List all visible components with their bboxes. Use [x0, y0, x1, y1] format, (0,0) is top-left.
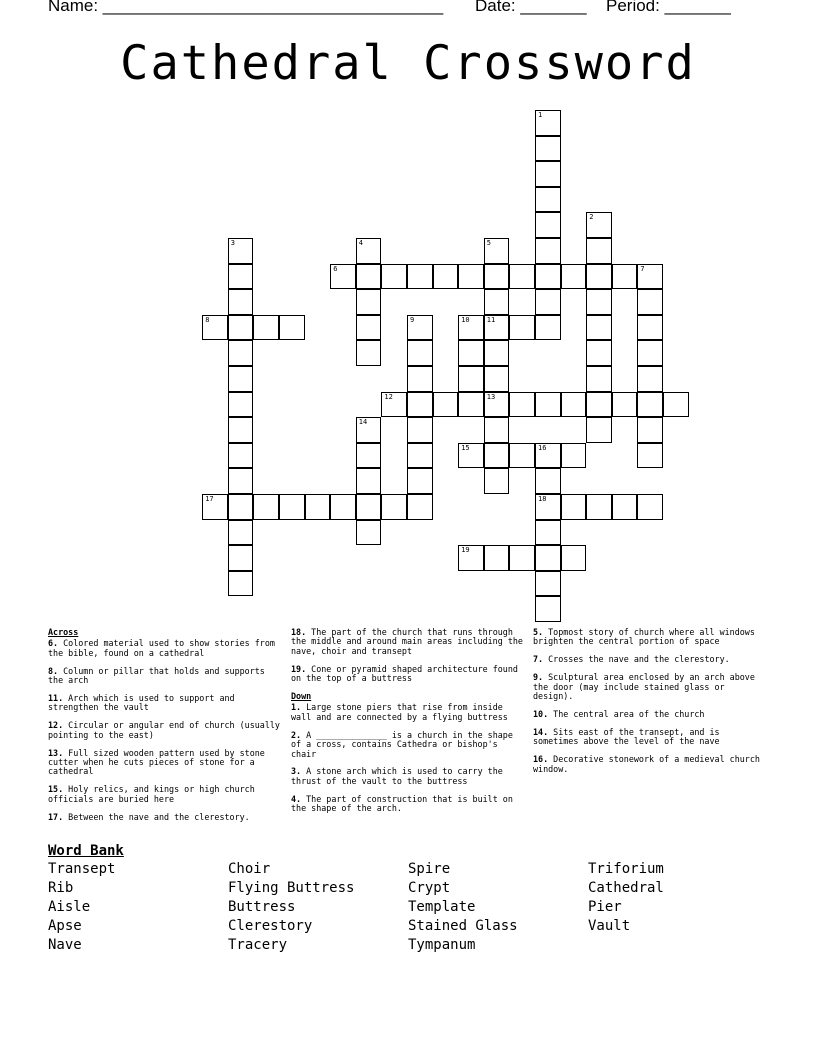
clue-number: 19.	[291, 663, 307, 674]
crossword-cell[interactable]	[484, 443, 510, 469]
crossword-cell[interactable]	[535, 571, 561, 597]
clue-text: The part of construction that is built on the shape of the arch.	[291, 793, 513, 814]
crossword-cell[interactable]	[228, 571, 254, 597]
clue-text: Arch which is used to support and strengthen the vault	[48, 693, 235, 713]
crossword-cell[interactable]	[586, 264, 612, 290]
clue-text: Decorative stonework of a medieval church window.	[533, 754, 760, 774]
clue-across	[48, 749, 284, 777]
clue-down	[533, 673, 769, 701]
crossword-cell[interactable]	[228, 468, 254, 494]
crossword-cell[interactable]	[663, 392, 689, 418]
word-bank-column	[228, 860, 408, 955]
crossword-cell[interactable]	[407, 366, 433, 392]
date-field-label[interactable]: Date: _______	[475, 0, 587, 15]
clue-number-label: 11	[486, 315, 496, 324]
crossword-cell[interactable]	[433, 264, 459, 290]
crossword-cell[interactable]	[458, 315, 484, 341]
clues-column-2	[291, 628, 527, 822]
clues-column-1	[48, 628, 284, 831]
crossword-cell[interactable]	[458, 366, 484, 392]
page-title: Cathedral Crossword	[120, 36, 696, 91]
clue-number: 9.	[533, 672, 544, 683]
clue-across	[48, 813, 284, 822]
crossword-cell[interactable]	[407, 340, 433, 366]
crossword-cell[interactable]	[484, 468, 510, 494]
crossword-cell[interactable]	[535, 545, 561, 571]
clue-number: 10.	[533, 708, 549, 719]
clue-text: Sits east of the transept, and is sometimes above the level of the nave	[533, 726, 720, 747]
crossword-cell[interactable]	[586, 417, 612, 443]
clue-number-label: 18	[538, 495, 547, 503]
crossword-cell[interactable]	[535, 212, 561, 238]
clue-number-label: 12	[384, 392, 393, 401]
clue-across	[48, 639, 284, 658]
crossword-cell[interactable]	[561, 264, 587, 290]
crossword-cell[interactable]	[535, 443, 561, 469]
crossword-cell[interactable]	[612, 392, 638, 418]
word-bank-column	[588, 860, 768, 955]
clue-across	[48, 694, 284, 713]
crossword-cell[interactable]	[484, 315, 510, 341]
clue-number: 17.	[48, 811, 64, 822]
crossword-cell[interactable]	[535, 264, 561, 290]
crossword-cell[interactable]	[407, 443, 433, 469]
clue-number: 15.	[48, 784, 64, 795]
crossword-cell[interactable]	[433, 392, 459, 418]
clues-column-3	[533, 628, 769, 782]
crossword-cell[interactable]	[637, 366, 663, 392]
clue-down	[291, 703, 527, 722]
name-field-label[interactable]: Name: ____________________________________	[48, 0, 444, 15]
crossword-cell[interactable]	[484, 392, 510, 418]
crossword-cell[interactable]	[637, 289, 663, 315]
word-bank-grid	[48, 860, 768, 955]
crossword-cell[interactable]	[356, 238, 382, 264]
crossword-cell[interactable]	[561, 443, 587, 469]
crossword-cell[interactable]	[509, 264, 535, 290]
clue-text: Topmost story of church where all windows brighten the central portion of space	[533, 627, 755, 647]
crossword-cell[interactable]	[484, 264, 510, 290]
word-bank-item: Triforium	[588, 861, 664, 877]
period-field-label[interactable]: Period: _______	[606, 0, 731, 15]
clue-text: A ______________ is a church in the shape of a cross, contains Cathedra or bishop's chair	[291, 729, 513, 759]
crossword-cell[interactable]	[509, 315, 535, 341]
clue-text: Sculptural area enclosed by an arch above the door (may include stained glass or design).	[533, 672, 755, 702]
crossword-cell[interactable]	[228, 443, 254, 469]
clue-number-label: 14	[358, 418, 368, 427]
word-bank-title: Word Bank	[48, 843, 124, 859]
word-bank-item: Pier	[588, 899, 622, 915]
word-bank-item: Tympanum	[408, 937, 476, 953]
word-bank-item: Spire	[408, 861, 451, 877]
clue-number-label: 19	[461, 546, 470, 555]
crossword-cell[interactable]	[586, 238, 612, 264]
crossword-cell[interactable]	[586, 494, 612, 520]
clue-number: 11.	[48, 693, 64, 704]
crossword-cell[interactable]	[535, 110, 561, 136]
crossword-cell[interactable]	[561, 494, 587, 520]
crossword-cell[interactable]	[586, 366, 612, 392]
clue-text: Between the nave and the clerestory.	[63, 811, 250, 822]
crossword-cell[interactable]	[202, 315, 228, 341]
crossword-cell[interactable]	[458, 340, 484, 366]
clue-down	[533, 728, 769, 747]
clue-across	[48, 721, 284, 740]
clue-number: 3.	[291, 766, 302, 777]
crossword-cell[interactable]	[586, 392, 612, 418]
word-bank-item: Tracery	[228, 937, 288, 953]
clue-down	[291, 731, 527, 759]
clue-text: Crosses the nave and the clerestory.	[543, 654, 730, 665]
word-bank-item: Vault	[588, 918, 631, 934]
crossword-cell[interactable]	[535, 238, 561, 264]
clue-number: 18.	[291, 627, 307, 637]
clue-down	[291, 795, 527, 814]
clue-number-label: 1	[538, 111, 543, 119]
word-bank-item: Nave	[48, 937, 82, 953]
clue-number: 5.	[533, 627, 544, 637]
clue-down	[533, 655, 769, 664]
clue-text: Holy relics, and kings or high church officials are buried here	[48, 784, 255, 804]
clue-number: 13.	[48, 747, 64, 758]
crossword-cell[interactable]	[228, 340, 254, 366]
crossword-cell[interactable]	[535, 494, 561, 520]
clue-down	[291, 767, 527, 786]
clue-number: 8.	[48, 665, 59, 676]
clue-text: Full sized wooden pattern used by stone cutter when he cuts pieces of stone for a cathedral	[48, 747, 265, 777]
crossword-cell[interactable]	[586, 212, 612, 238]
clue-number-label: 10	[461, 315, 470, 324]
word-bank-item: Buttress	[228, 899, 296, 915]
crossword-cell[interactable]	[279, 315, 305, 341]
crossword-cell[interactable]	[535, 289, 561, 315]
crossword-cell[interactable]	[356, 315, 382, 341]
crossword-cell[interactable]	[356, 468, 382, 494]
crossword-cell[interactable]	[586, 340, 612, 366]
crossword-cell[interactable]	[509, 545, 535, 571]
crossword-cell[interactable]	[637, 315, 663, 341]
crossword-cell[interactable]	[356, 289, 382, 315]
crossword-cell[interactable]	[381, 264, 407, 290]
word-bank-item: Template	[408, 899, 476, 915]
crossword-cell[interactable]	[356, 417, 382, 443]
clue-text: Circular or angular end of church (usually pointing to the east)	[48, 720, 280, 740]
word-bank-item: Flying Buttress	[228, 880, 355, 896]
clue-number: 7.	[533, 654, 544, 665]
crossword-cell[interactable]	[407, 315, 433, 341]
clue-across	[48, 667, 284, 686]
word-bank-item: Transept	[48, 861, 116, 877]
clue-text: Column or pillar that holds and supports the arch	[48, 665, 265, 686]
clue-number-label: 16	[538, 443, 547, 452]
crossword-cell[interactable]	[356, 494, 382, 520]
crossword-cell[interactable]	[228, 315, 254, 341]
crossword-cell[interactable]	[228, 366, 254, 392]
clue-number-label: 8	[205, 315, 210, 324]
crossword-cell[interactable]	[535, 315, 561, 341]
crossword-cell[interactable]	[356, 264, 382, 290]
crossword-cell[interactable]	[407, 468, 433, 494]
clue-number-label: 4	[358, 239, 364, 247]
down-heading: Down	[291, 691, 312, 702]
crossword-cell[interactable]	[484, 417, 510, 443]
crossword-cell[interactable]	[637, 340, 663, 366]
crossword-cell[interactable]	[484, 289, 510, 315]
crossword-cell[interactable]	[637, 443, 663, 469]
crossword-cell[interactable]	[484, 238, 510, 264]
crossword-cell[interactable]	[356, 520, 382, 546]
crossword-cell[interactable]	[228, 520, 254, 546]
crossword-cell[interactable]	[637, 417, 663, 443]
clue-across	[48, 785, 284, 804]
clue-number-label: 5	[486, 239, 492, 247]
clue-number-label: 17	[205, 495, 214, 503]
crossword-cell[interactable]	[407, 392, 433, 418]
crossword-cell[interactable]	[253, 494, 279, 520]
crossword-cell[interactable]	[535, 392, 561, 418]
crossword-cell[interactable]	[484, 340, 510, 366]
clue-down	[533, 710, 769, 719]
crossword-cell[interactable]	[637, 494, 663, 520]
crossword-cell[interactable]	[202, 494, 228, 520]
clue-text: Cone or pyramid shaped architecture found on the top of a buttress	[291, 663, 518, 684]
clue-across	[291, 628, 527, 656]
clue-number: 12.	[48, 720, 64, 731]
crossword-cell[interactable]	[228, 392, 254, 418]
clue-number: 14.	[533, 726, 549, 737]
crossword-cell[interactable]	[407, 264, 433, 290]
crossword-cell[interactable]	[407, 494, 433, 520]
crossword-cell[interactable]	[561, 392, 587, 418]
clue-number: 6.	[48, 638, 59, 649]
word-bank	[48, 843, 768, 955]
crossword-cell[interactable]	[535, 136, 561, 162]
crossword-cell[interactable]	[509, 392, 535, 418]
crossword-cell[interactable]	[228, 289, 254, 315]
crossword-cell[interactable]	[356, 443, 382, 469]
crossword-cell[interactable]	[561, 545, 587, 571]
crossword-cell[interactable]	[330, 494, 356, 520]
crossword-cell[interactable]	[509, 443, 535, 469]
crossword-cell[interactable]	[586, 315, 612, 341]
crossword-cell[interactable]	[279, 494, 305, 520]
crossword-cell[interactable]	[228, 264, 254, 290]
clue-text: Large stone piers that rise from inside wall and are connected by a flying buttress	[291, 702, 508, 722]
word-bank-column	[408, 860, 588, 955]
word-bank-item: Choir	[228, 861, 271, 877]
crossword-cell[interactable]	[228, 545, 254, 571]
crossword-cell[interactable]	[458, 264, 484, 290]
word-bank-item: Cathedral	[588, 880, 664, 896]
clue-number-label: 6	[333, 264, 338, 273]
crossword-cell[interactable]	[458, 392, 484, 418]
crossword-cell[interactable]	[305, 494, 331, 520]
clue-text: The central area of the church	[548, 708, 705, 719]
word-bank-item: Crypt	[408, 880, 451, 896]
crossword-cell[interactable]	[535, 161, 561, 187]
crossword-cell[interactable]	[637, 264, 663, 290]
word-bank-item: Stained Glass	[408, 918, 518, 934]
crossword-cell[interactable]	[637, 392, 663, 418]
word-bank-item: Aisle	[48, 899, 91, 915]
clue-number: 2.	[291, 729, 302, 740]
crossword-cell[interactable]	[612, 264, 638, 290]
clue-number-label: 15	[461, 443, 470, 452]
clue-number: 1.	[291, 702, 302, 713]
clue-number: 4.	[291, 793, 302, 804]
crossword-cell[interactable]	[458, 545, 484, 571]
crossword-cell[interactable]	[356, 340, 382, 366]
crossword-cell[interactable]	[228, 417, 254, 443]
clue-number-label: 2	[589, 213, 594, 222]
crossword-cell[interactable]	[381, 494, 407, 520]
crossword-cell[interactable]	[535, 520, 561, 546]
crossword-cell[interactable]	[535, 596, 561, 622]
crossword-cell[interactable]	[586, 289, 612, 315]
clue-down	[533, 628, 769, 647]
clue-number-label: 9	[410, 315, 415, 324]
clue-text: Colored material used to show stories from the bible, found on a cathedral	[48, 638, 275, 658]
word-bank-column	[48, 860, 228, 955]
clue-text: A stone arch which is used to carry the thrust of the vault to the buttress	[291, 766, 503, 786]
crossword-cell[interactable]	[228, 238, 254, 264]
clue-number-label: 13	[486, 392, 496, 401]
word-bank-item: Rib	[48, 880, 74, 896]
clue-across	[291, 665, 527, 684]
crossword-cell[interactable]	[407, 417, 433, 443]
clue-text: The part of the church that runs through the middle and around main areas including the nave, choir and transept	[291, 627, 523, 656]
crossword-cell[interactable]	[253, 315, 279, 341]
crossword-cell[interactable]	[535, 187, 561, 213]
across-heading: Across	[48, 627, 79, 637]
clue-down	[533, 755, 769, 774]
clue-number-label: 3	[230, 239, 236, 247]
word-bank-item: Apse	[48, 918, 82, 934]
crossword-cell[interactable]	[612, 494, 638, 520]
crossword-cell[interactable]	[484, 366, 510, 392]
clue-number: 16.	[533, 754, 549, 765]
crossword-cell[interactable]	[458, 443, 484, 469]
crossword-cell[interactable]	[484, 545, 510, 571]
crossword-cell[interactable]	[535, 468, 561, 494]
crossword-cell[interactable]	[381, 392, 407, 418]
clue-number-label: 7	[640, 264, 645, 273]
crossword-cell[interactable]	[228, 494, 254, 520]
word-bank-item: Clerestory	[228, 918, 313, 934]
crossword-cell[interactable]	[330, 264, 356, 290]
